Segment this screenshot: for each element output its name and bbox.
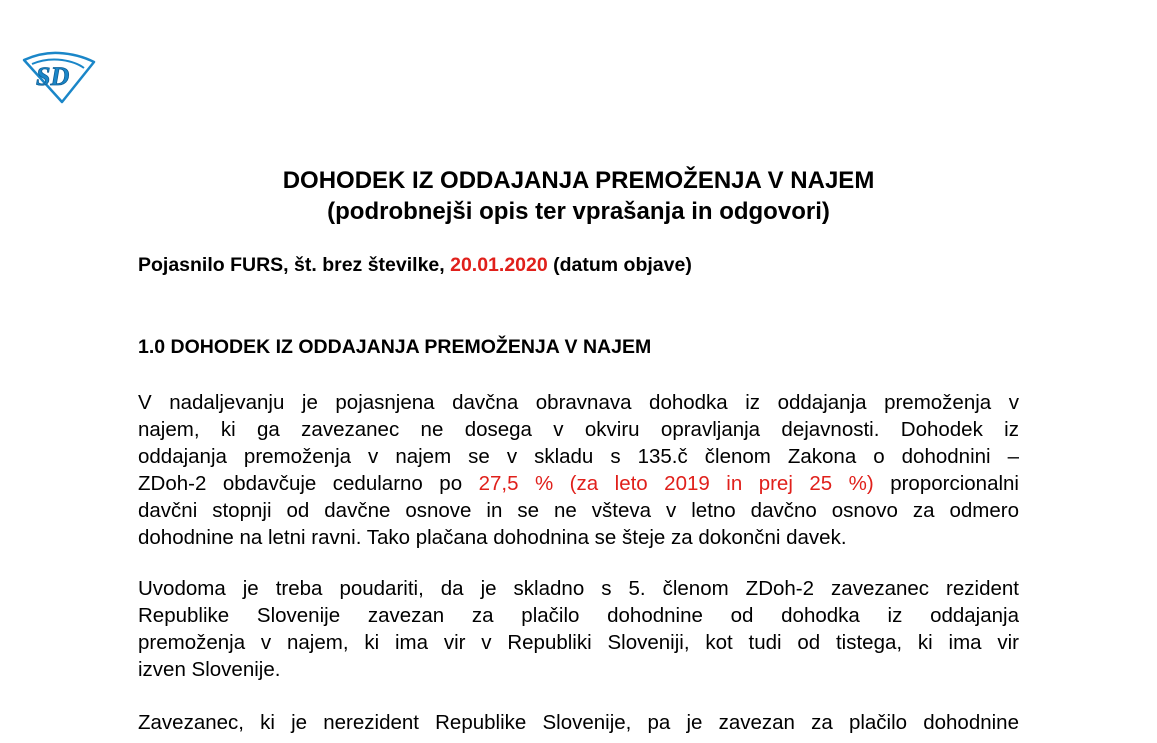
- paragraph-2-line-4: izven Slovenije.: [138, 658, 281, 681]
- paragraph-1-line-4-end: proporcionalni: [890, 472, 1019, 495]
- paragraph-1-line-5: davčni stopnji od davčne osnove in se ne všteva v letno davčno osnovo za odmero: [138, 499, 1019, 522]
- reference-line: [138, 254, 692, 277]
- paragraph-1-line-6: dohodnine na letni ravni. Tako plačana dohodnina se šteje za dokončni davek.: [138, 526, 847, 549]
- title-line-1: DOHODEK IZ ODDAJANJA PREMOŽENJA V NAJEM: [282, 167, 875, 194]
- section-heading: 1.0 DOHODEK IZ ODDAJANJA PREMOŽENJA V NAJEM: [138, 336, 652, 358]
- paragraph-1-line-3: oddajanja premoženja v najem se v skladu s 135.č členom Zakona o dohodnini –: [138, 445, 1019, 468]
- document-title: [0, 165, 1157, 227]
- paragraph-1-line-2: najem, ki ga zavezanec ne dosega v okviru opravljanja dejavnosti. Dohodek iz: [138, 418, 1019, 441]
- paragraph-3: [138, 709, 1019, 736]
- reference-prefix: Pojasnilo FURS, št. brez številke,: [138, 254, 445, 276]
- paragraph-1-line-4-start: ZDoh-2 obdavčuje cedularno po: [138, 472, 463, 495]
- title-line-2: (podrobnejši opis ter vprašanja in odgovori): [327, 198, 830, 225]
- reference-date: 20.01.2020: [450, 254, 548, 276]
- logo-text: SD: [36, 62, 70, 91]
- paragraph-1: [138, 389, 1019, 551]
- tax-rate-highlight: 27,5 % (za leto 2019 in prej 25 %): [478, 472, 874, 495]
- paragraph-2: [138, 575, 1019, 683]
- paragraph-2-line-2: Republike Slovenije zavezan za plačilo dohodnine od dohodka iz oddajanja: [138, 604, 1019, 627]
- paragraph-2-line-1: Uvodoma je treba poudariti, da je skladno s 5. členom ZDoh-2 zavezanec rezident: [138, 577, 1019, 600]
- reference-suffix: (datum objave): [553, 254, 692, 276]
- logo: [22, 50, 96, 104]
- paragraph-2-line-3: premoženja v najem, ki ima vir v Republiki Sloveniji, kot tudi od tistega, ki ima vir: [138, 631, 1019, 654]
- paragraph-3-line-1: Zavezanec, ki je nerezident Republike Slovenije, pa je zavezan za plačilo dohodnine: [138, 711, 1019, 734]
- paragraph-1-line-1: V nadaljevanju je pojasnjena davčna obravnava dohodka iz oddajanja premoženja v: [138, 391, 1019, 414]
- sd-logo-icon: [22, 50, 96, 104]
- paragraph-1-line-4: [138, 470, 1019, 497]
